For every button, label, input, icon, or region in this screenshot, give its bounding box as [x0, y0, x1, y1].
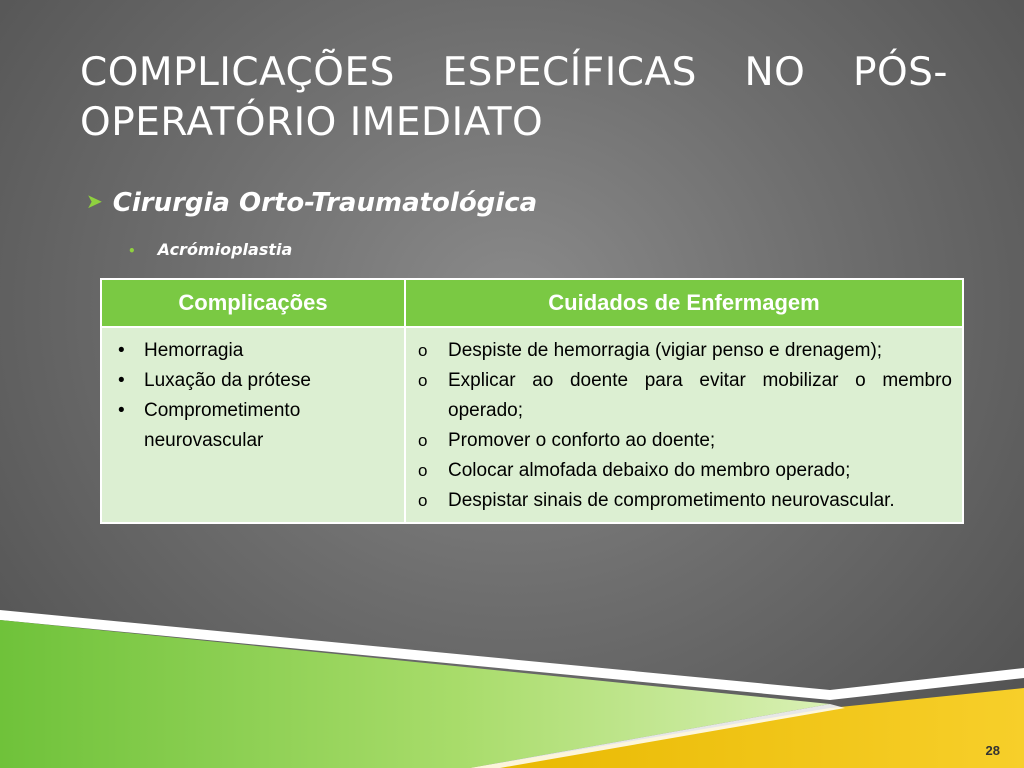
header-care: Cuidados de Enfermagem [405, 279, 963, 327]
care-table [100, 278, 964, 524]
care-list [416, 336, 952, 516]
list-item: o Despistar sinais de comprometimento neurovascular. [416, 486, 952, 516]
header-complications: Complicações [101, 279, 405, 327]
arrow-bullet-icon: ➤ [86, 189, 103, 213]
list-item: • Luxação da prótese [112, 366, 394, 396]
care-cell [405, 327, 963, 523]
list-item: o Explicar ao doente para evitar mobilizar o membro operado; [416, 366, 952, 426]
table-row [101, 327, 963, 523]
page-number: 28 [985, 743, 1000, 758]
bullet-main-text: Cirurgia Orto-Traumatológica [112, 188, 538, 218]
decorative-stripes [0, 608, 1024, 768]
list-item: • Comprometimento neurovascular [112, 396, 394, 456]
table-header-row [101, 279, 963, 327]
dot-bullet-icon: • [128, 244, 136, 258]
list-item: • Hemorragia [112, 336, 394, 366]
bullet-main [86, 188, 537, 218]
bullet-sub [128, 240, 292, 259]
list-item: o Colocar almofada debaixo do membro operado; [416, 456, 952, 486]
complications-list [112, 336, 394, 456]
list-item: o Despiste de hemorragia (vigiar penso e drenagem); [416, 336, 952, 366]
list-item: o Promover o conforto ao doente; [416, 426, 952, 456]
slide-title: COMPLICAÇÕES ESPECÍFICAS NO PÓS-OPERATÓRIO IMEDIATO [80, 50, 948, 145]
bullet-sub-text: Acrómioplastia [157, 240, 293, 259]
complications-cell [101, 327, 405, 523]
